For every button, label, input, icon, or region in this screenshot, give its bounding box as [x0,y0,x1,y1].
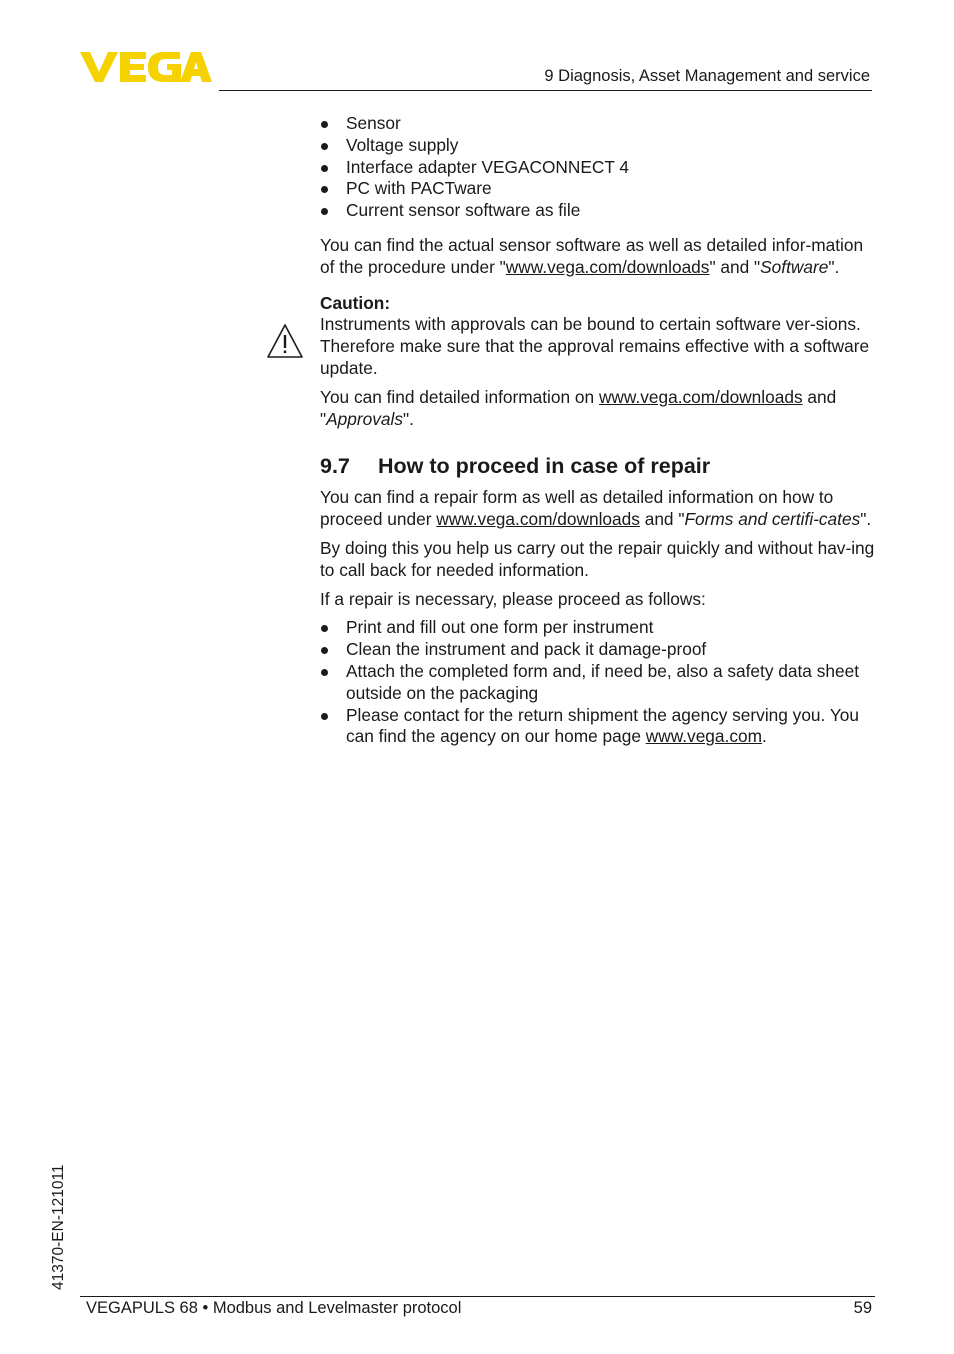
approvals-paragraph [320,387,880,431]
list-item: Current sensor software as file [320,200,880,222]
page-number: 59 [853,1299,872,1317]
list-item: Print and fill out one form per instrument [320,617,880,639]
header-section-title: 9 Diagnosis, Asset Management and service [544,67,870,85]
list-item: Voltage supply [320,135,880,157]
list-item: PC with PACTware [320,178,880,200]
list-item: Clean the instrument and pack it damage-proof [320,639,880,661]
section-number: 9.7 [320,454,350,479]
footer-title: VEGAPULS 68 • Modbus and Levelmaster protocol [86,1299,462,1317]
caution-title: Caution: [320,292,391,313]
software-paragraph [320,235,880,279]
text-span: You can find detailed information on [320,386,599,407]
document-number [50,1140,70,1290]
text-span: ". [860,509,872,530]
list-item: Attach the completed form and, if need be, also a safety data sheet outside on the packaging [320,661,880,705]
repair-steps-list [320,617,880,748]
text-span: You can find the actual sensor software as well as detailed infor-mation of the procedure under " [320,234,864,277]
list-item: Interface adapter VEGACONNECT 4 [320,157,880,179]
text-span: You can find a repair form as well as detailed information on how to proceed under [320,487,834,530]
repair-form-paragraph [320,487,880,531]
main-content [320,113,880,748]
footer-divider [80,1296,875,1297]
caution-text: Instruments with approvals can be bound to certain software ver-sions. Therefore make sure that the approval remains effective with a software update. [320,314,870,378]
downloads-link[interactable]: www.vega.com/downloads [436,509,640,530]
software-term: Software [760,256,829,277]
text-span: ". [403,408,414,429]
list-item [320,705,880,749]
text-span: . [761,726,767,747]
section-heading [320,453,880,479]
text-span: and " [320,386,837,429]
vega-home-link[interactable]: www.vega.com [645,726,762,747]
list-item: Sensor [320,113,880,135]
repair-help-paragraph: By doing this you help us carry out the repair quickly and without hav-ing to call back for needed information. [320,537,875,580]
downloads-link[interactable]: www.vega.com/downloads [505,256,710,277]
text-span: ". [828,256,840,277]
document-number-text: 41370-EN-121011 [50,1164,67,1290]
section-title: How to proceed in case of repair [378,454,711,479]
warning-triangle-icon [266,323,304,359]
caution-block [320,293,880,380]
text-span: and " [639,509,685,530]
repair-intro-paragraph: If a repair is necessary, please proceed as follows: [320,588,706,609]
intro-list [320,113,880,222]
approvals-term: Approvals [326,408,403,429]
text-span: " and " [709,256,761,277]
downloads-link[interactable]: www.vega.com/downloads [598,386,803,407]
forms-term: Forms and certifi-cates [684,509,861,530]
header-divider [219,90,872,91]
text-span: Please contact for the return shipment the agency serving you. You can find the agency on our home page [346,704,859,747]
vega-logo [80,50,212,84]
